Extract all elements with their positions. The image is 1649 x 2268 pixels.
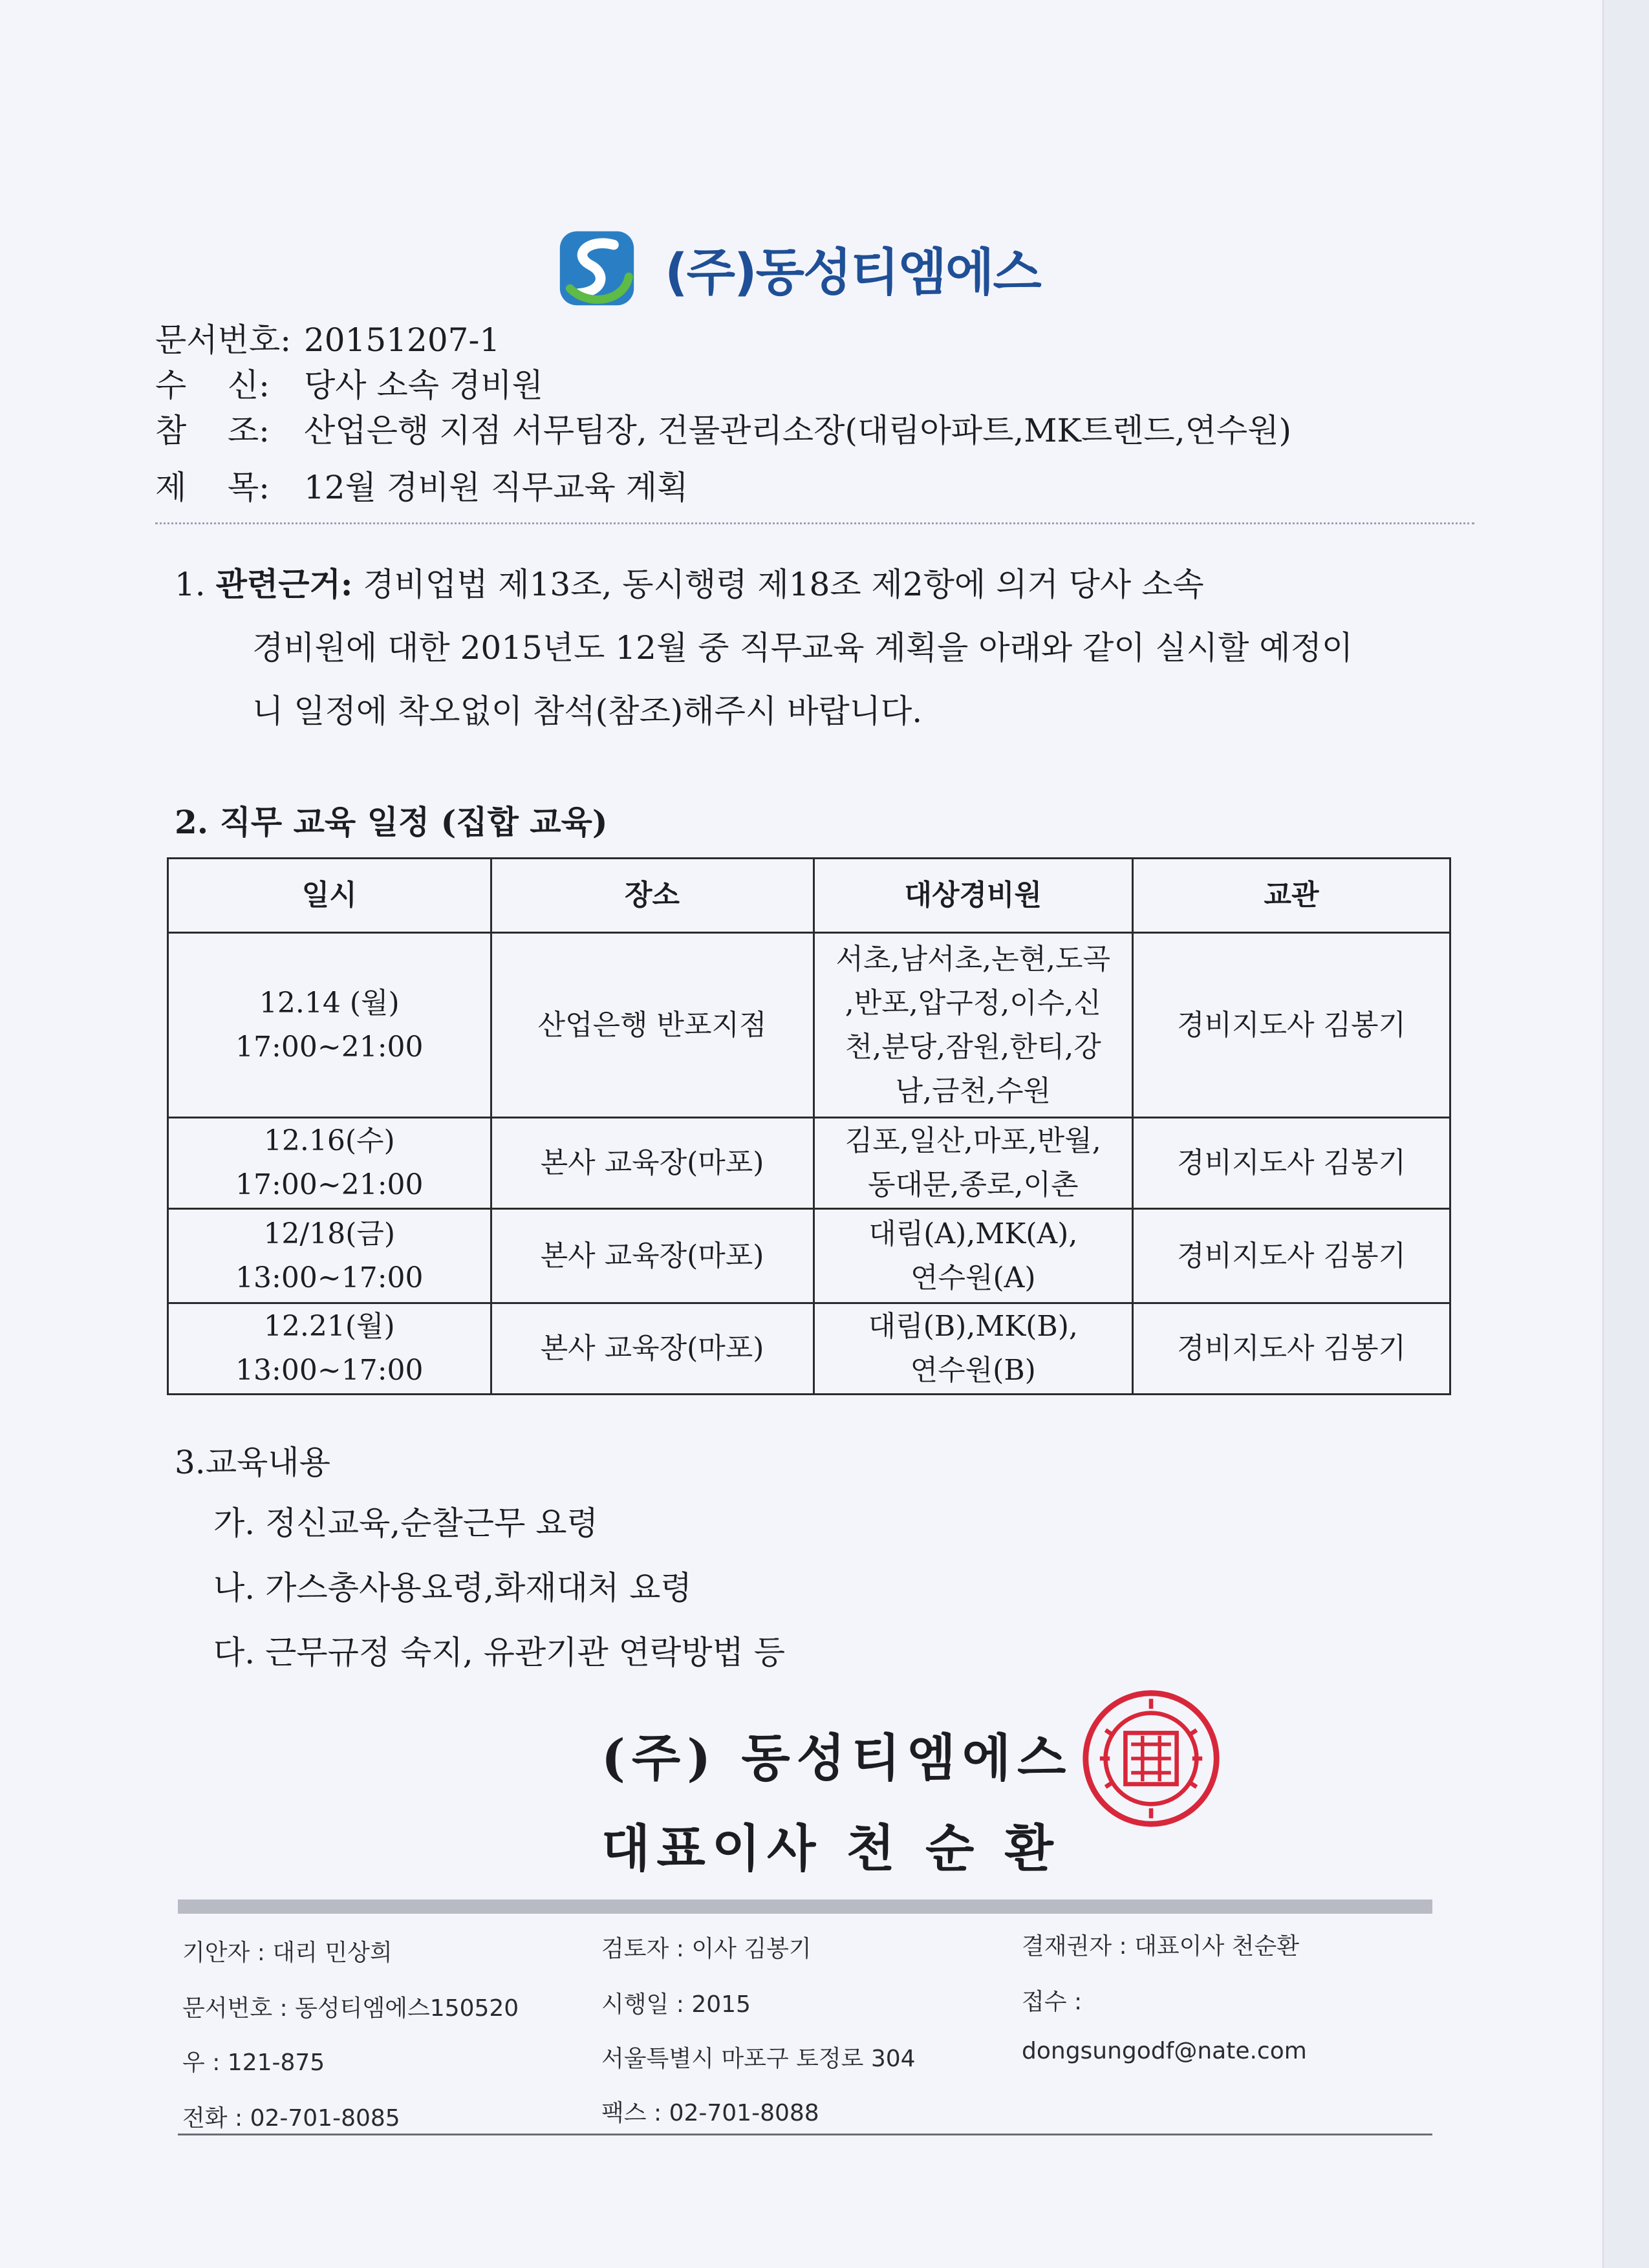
footer-email[interactable]: dongsungodf@nate.com [1022, 2038, 1307, 2064]
reference-label: 참 조: [155, 412, 270, 449]
cell-targets: 서초,남서초,논현,도곡 ,반포,압구정,이수,신 천,분당,잠원,한티,강 남,금천,수원 [814, 933, 1132, 1118]
footer-effective-date: 시행일 : 2015 [601, 1991, 751, 2018]
section1-line1: 1. 관련근거: 경비업법 제13조, 동시행령 제18조 제2항에 의거 당사 소속 [175, 565, 1204, 603]
content-item: 가. 정신교육,순찰근무 요령 [213, 1504, 598, 1542]
recipient-label: 수 신: [155, 367, 270, 404]
col-datetime: 일시 [168, 859, 491, 933]
footer-bar [178, 1899, 1432, 1914]
table-row [168, 1303, 1450, 1395]
cell-datetime: 12.21(월) 13:00~17:00 [168, 1303, 491, 1395]
logo-company-name: (주)동성티엠에스 [665, 244, 1040, 302]
cell-instructor: 경비지도사 김봉기 [1132, 1303, 1450, 1395]
footer-fax: 팩스 : 02-701-8088 [601, 2100, 819, 2126]
footer-drafter: 기안자 : 대리 민상희 [182, 1940, 393, 1966]
table-row [168, 1209, 1450, 1303]
doc-number-label: 문서번호: [155, 321, 292, 359]
section2-title: 2. 직무 교육 일정 (집합 교육) [175, 803, 608, 841]
cell-targets: 대림(B),MK(B), 연수원(B) [814, 1303, 1132, 1395]
section1-title: 관련근거: [215, 565, 353, 603]
schedule-table [167, 857, 1451, 1395]
col-place: 장소 [491, 859, 814, 933]
section1-line2: 경비원에 대한 2015년도 12월 중 직무교육 계획을 아래와 같이 실시할 예정이 [252, 629, 1353, 667]
cell-targets: 김포,일산,마포,반월, 동대문,종로,이촌 [814, 1118, 1132, 1209]
footer-zip: 우 : 121-875 [182, 2049, 325, 2076]
doc-number-row [155, 314, 1449, 366]
cell-datetime: 12/18(금) 13:00~17:00 [168, 1209, 491, 1303]
cell-place: 본사 교육장(마포) [491, 1303, 814, 1395]
scan-edge [1602, 0, 1649, 2268]
signature-block [601, 1713, 1072, 1894]
content-item: 나. 가스총사용요령,화재대처 요령 [213, 1569, 692, 1607]
table-row [168, 1118, 1450, 1209]
logo-mark-icon [555, 226, 639, 310]
table-row [168, 933, 1450, 1118]
reference-row [155, 405, 1449, 456]
cell-place: 본사 교육장(마포) [491, 1209, 814, 1303]
company-logo [555, 220, 1046, 317]
col-targets: 대상경비원 [814, 859, 1132, 933]
signature-ceo: 대표이사 천 순 환 [601, 1819, 1060, 1878]
cell-instructor: 경비지도사 김봉기 [1132, 1209, 1450, 1303]
cell-place: 본사 교육장(마포) [491, 1118, 814, 1209]
footer-receipt: 접수 : [1022, 1989, 1083, 2015]
table-header-row [168, 859, 1450, 933]
cell-targets: 대림(A),MK(A), 연수원(A) [814, 1209, 1132, 1303]
footer-divider [178, 2134, 1432, 2135]
footer-address: 서울특별시 마포구 토정로 304 [601, 2046, 916, 2072]
recipient-value: 당사 소속 경비원 [304, 367, 543, 404]
signature-company: (주) 동성티엠에스 [601, 1729, 1073, 1788]
section1-line3: 니 일정에 착오없이 참석(참조)해주시 바랍니다. [252, 692, 923, 730]
footer-doc-number: 문서번호 : 동성티엠에스150520 [182, 1995, 519, 2022]
cell-datetime: 12.14 (월) 17:00~21:00 [168, 933, 491, 1118]
col-instructor: 교관 [1132, 859, 1450, 933]
company-seal-icon [1080, 1687, 1222, 1830]
footer-phone: 전화 : 02-701-8085 [182, 2105, 400, 2132]
subject-label: 제 목: [155, 469, 270, 506]
cell-datetime: 12.16(수) 17:00~21:00 [168, 1118, 491, 1209]
cell-place: 산업은행 반포지점 [491, 933, 814, 1118]
section3-title: 3.교육내용 [175, 1444, 330, 1481]
cell-instructor: 경비지도사 김봉기 [1132, 1118, 1450, 1209]
recipient-row [155, 359, 1449, 411]
subject-value: 12월 경비원 직무교육 계획 [304, 469, 689, 506]
reference-value: 산업은행 지점 서무팀장, 건물관리소장(대림아파트,MK트렌드,연수원) [304, 412, 1292, 449]
content-item: 다. 근무규정 숙지, 유관기관 연락방법 등 [213, 1634, 786, 1671]
cell-instructor: 경비지도사 김봉기 [1132, 933, 1450, 1118]
footer-reviewer: 검토자 : 이사 김봉기 [601, 1936, 812, 1962]
header-divider [155, 522, 1474, 524]
footer-approver: 결재권자 : 대표이사 천순환 [1022, 1933, 1299, 1960]
doc-number-value: 20151207-1 [304, 321, 501, 359]
subject-row [155, 462, 1449, 513]
